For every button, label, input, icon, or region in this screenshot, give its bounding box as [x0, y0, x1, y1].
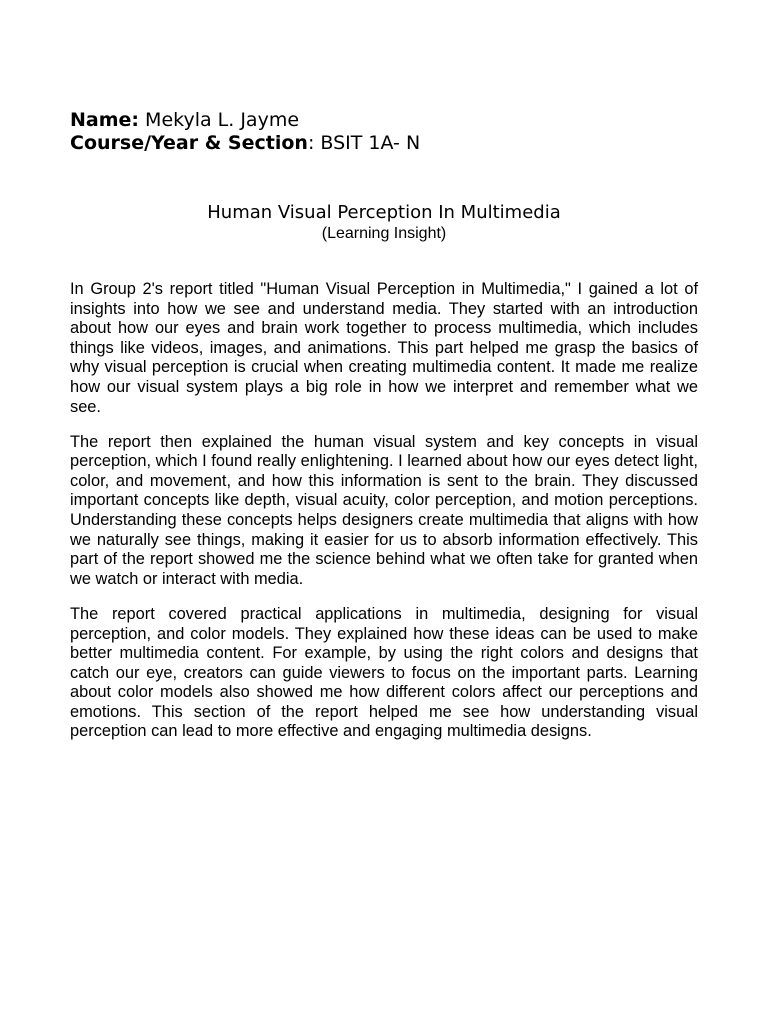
document-title: Human Visual Perception In Multimedia [207, 202, 561, 223]
document-subtitle: (Learning Insight) [321, 225, 447, 242]
paragraph: In Group 2's report titled "Human Visual Perception in Multimedia," I gained a lot of insights into how we see and understand media. They started with an introduction about how our eyes and brain work together to process multimedia, which includes things like videos, images, and animations. This part helped me grasp the basics of why visual perception is crucial when creating multimedia content. It made me realize how our visual system plays a big role in how we interpret and remember what we see. [70, 280, 698, 416]
name-label: Name: [70, 109, 140, 131]
name-value: Mekyla L. Jayme [139, 109, 300, 131]
student-info [70, 109, 698, 155]
paragraph: The report covered practical applications in multimedia, designing for visual perception, and color models. They explained how these ideas can be used to make better multimedia content. For example, by using the right colors and designs that catch our eye, creators can guide viewers to focus on the important parts. Learning about color models also showed me how different colors affect our perceptions and emotions. This section of the report helped me see how understanding visual perception can lead to more effective and engaging multimedia designs. [70, 604, 698, 741]
title-block [70, 201, 698, 243]
document-body [70, 280, 698, 758]
course-value: : BSIT 1A- N [307, 132, 421, 154]
name-line [70, 109, 698, 132]
course-line [70, 132, 698, 155]
course-label: Course/Year & Section [70, 132, 308, 154]
paragraph: The report then explained the human visual system and key concepts in visual perception, which I found really enlightening. I learned about how our eyes detect light, color, and movement, and how this information is sent to the brain. They discussed important concepts like depth, visual acuity, color perception, and motion perceptions. Understanding these concepts helps designers create multimedia that aligns with how we naturally see things, making it easier for us to absorb information effectively. This part of the report showed me the science behind what we often take for granted when we watch or interact with media. [70, 432, 698, 588]
